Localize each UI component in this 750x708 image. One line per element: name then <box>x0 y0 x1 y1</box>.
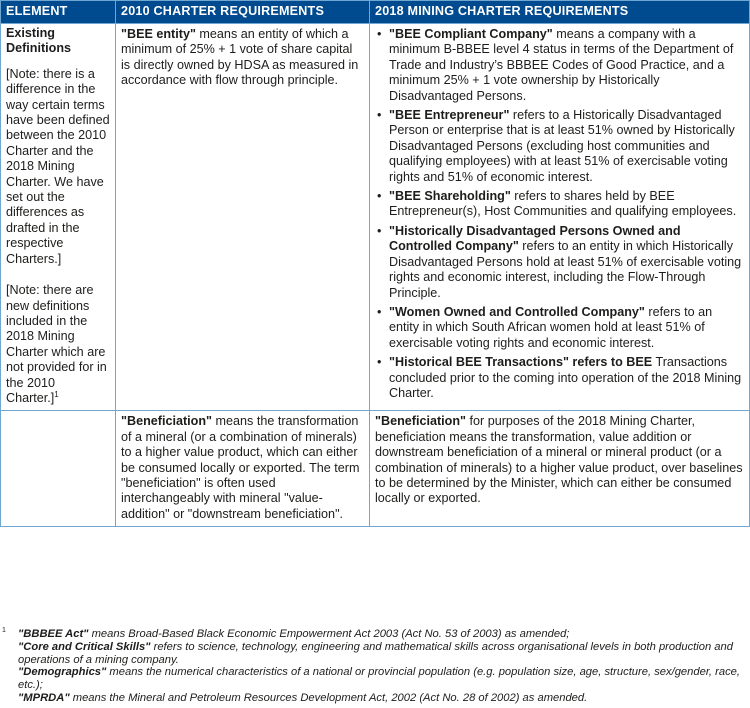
footnote-term: "BBBEE Act" <box>18 628 89 640</box>
footnote-term: "Core and Critical Skills" <box>18 640 151 653</box>
header-2010-charter: 2010 CHARTER REQUIREMENTS <box>116 1 370 24</box>
element-title: Existing Definitions <box>6 26 72 56</box>
definition-term: "Women Owned and Controlled Company" <box>389 304 645 319</box>
list-item <box>389 108 744 185</box>
footnotes <box>0 628 750 705</box>
footnote-term: "MPRDA" <box>18 691 70 704</box>
definition-term: "BEE Entrepreneur" <box>389 108 510 123</box>
definition-term: "Beneficiation" <box>121 414 213 429</box>
definition-text: for purposes of the 2018 Mining Charter, beneficiation means the transformation, value addition or downstream beneficiation of a mineral or mineral product (or a combination of minerals) to a higher value product, over baselines to be determined by the Minister, which can either be consumed locally or exported. <box>375 414 743 506</box>
definition-term: "Historically Disadvantaged Persons Owned and Controlled Company" <box>389 223 681 254</box>
definition-term: "BEE Compliant Company" <box>389 27 553 41</box>
element-cell-empty <box>1 411 116 527</box>
element-note-new-definitions <box>6 283 110 406</box>
footnote-term: "Demographics" <box>18 666 107 679</box>
list-item <box>389 224 744 301</box>
footnote-text: means the numerical characteristics of a national or provincial population (e.g. population size, age, structure, sex/gender, race, etc.); <box>18 666 741 692</box>
definition-text: refers to an entity in which Historically Disadvantaged Persons hold at least 51% of exercisable voting rights and economic interest, including the Flow-Through Principle. <box>389 239 742 300</box>
definition-term: "BEE Shareholding" <box>389 189 511 204</box>
definition-text: refers to shares held by BEE Entrepreneur(s), Host Communities and qualifying employees. <box>389 189 737 219</box>
charter-2010-cell <box>116 24 370 411</box>
note-text: [Note: there are new definitions included in the 2018 Mining Charter which are not provided for in the 2010 Charter.] <box>6 283 107 405</box>
list-item <box>389 27 744 104</box>
table-row <box>1 411 750 527</box>
footnote-body <box>18 628 750 705</box>
definition-text: means an entity of which a minimum of 25% + 1 vote of share capital is directly owned by HDSA as measured in accordance with flow through principle. <box>121 27 359 88</box>
list-item <box>389 305 744 351</box>
charter-2010-cell <box>116 411 370 527</box>
element-note-differences: [Note: there is a difference in the way certain terms have been defined between the 2010 Charter and the 2018 Mining Charter. We have set out the differences as drafted in the respective Charters.] <box>6 66 110 266</box>
definition-text: means the transformation of a mineral (or a combination of minerals) to a higher value product, which can either be consumed locally or exported. The term "beneficiation" is often used interchangeably with mineral "value-addition" or "downstream beneficiation". <box>121 414 360 521</box>
footnote-reference: 1 <box>54 389 59 399</box>
list-item <box>389 189 744 220</box>
definition-text: refers to a Historically Disadvantaged Person or enterprise that is at least 51% owned by Historically Disadvantaged Persons (excluding host communities and qualifying employees) with at least 51% of exercisable voting rights and 51% of economic interest. <box>389 108 735 184</box>
footnote-entry <box>18 628 750 641</box>
element-cell <box>1 24 116 411</box>
footnote-text: refers to science, technology, engineering and mathematical skills across organisational levels in both production and operations of a mining company. <box>18 640 733 666</box>
footnote-number: 1 <box>2 627 6 634</box>
footnote-text: means the Mineral and Petroleum Resources Development Act, 2002 (Act No. 28 of 2002) as amended. <box>69 691 588 704</box>
header-element: ELEMENT <box>1 1 116 24</box>
header-2018-charter: 2018 MINING CHARTER REQUIREMENTS <box>370 1 750 24</box>
footnote-entry <box>18 666 750 692</box>
definition-term: "Beneficiation" <box>375 414 467 429</box>
charter-2018-cell <box>370 24 750 411</box>
charter-2018-cell <box>370 411 750 527</box>
list-item <box>389 355 744 401</box>
footnote-entry <box>18 641 750 667</box>
footnote-text: means Broad-Based Black Economic Empowerment Act 2003 (Act No. 53 of 2003) as amended; <box>88 628 570 640</box>
footnote-entry <box>18 692 750 705</box>
definition-list <box>375 27 744 401</box>
header-row <box>1 1 750 24</box>
table-row <box>1 24 750 411</box>
definition-term: "Historical BEE Transactions" refers to BEE <box>389 355 653 370</box>
definition-text: refers to an entity in which South African women hold at least 51% of exercisable voting rights and economic interest. <box>389 304 713 350</box>
definition-term: "BEE entity" <box>121 27 196 41</box>
definition-text: Transactions concluded prior to the coming into operation of the 2018 Mining Charter. <box>389 355 742 400</box>
table-header <box>1 1 750 24</box>
definition-text: means a company with a minimum B-BBEE level 4 status in terms of the Department of Trade and Industry’s BBBEE Codes of Good Practice, and a minimum 25% + 1 vote ownership by Historically Disadvantaged Persons. <box>389 27 734 103</box>
